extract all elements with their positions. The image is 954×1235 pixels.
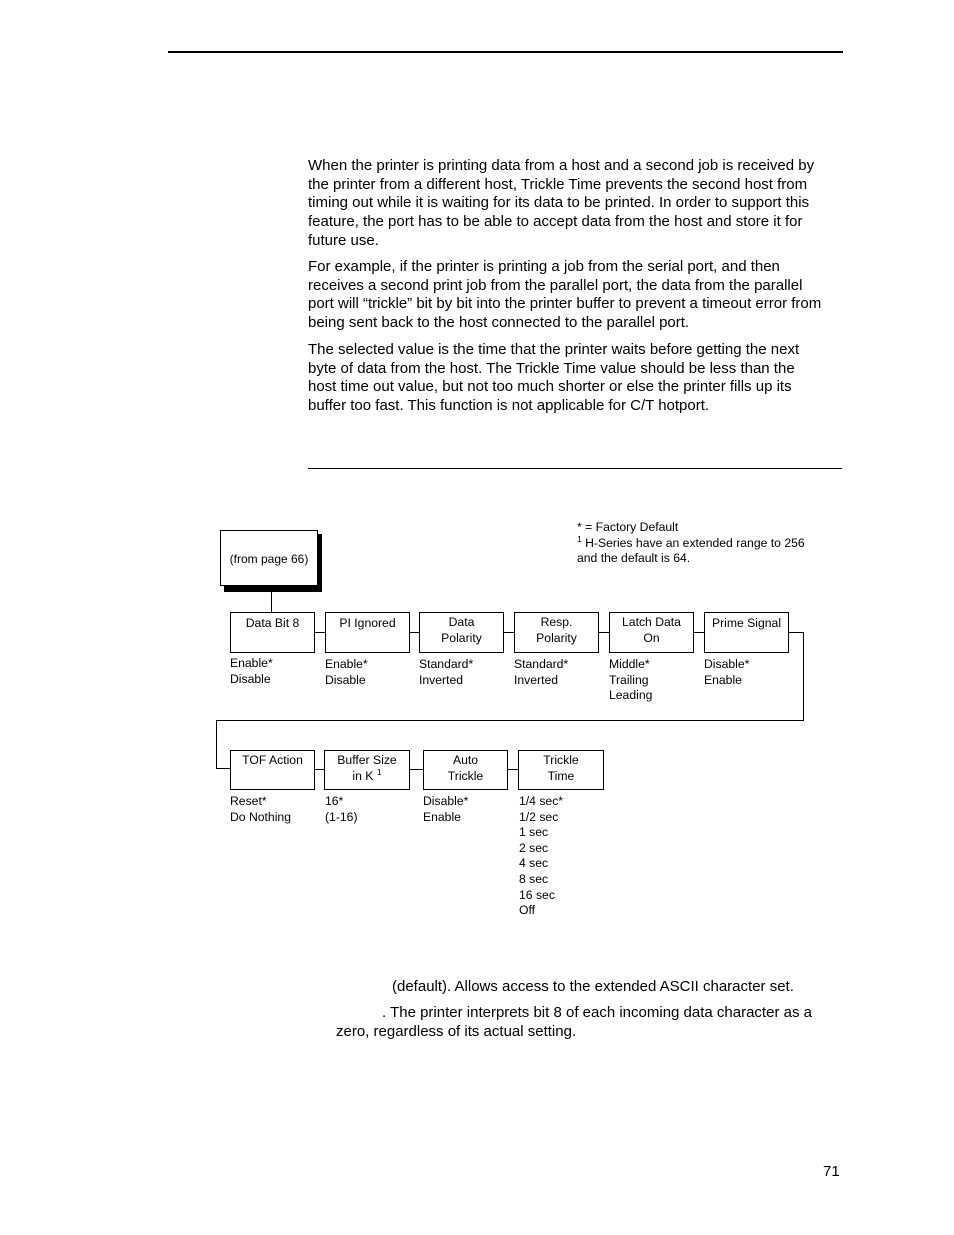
- text-line: future use.: [308, 231, 379, 249]
- options-data-polarity: [419, 657, 473, 688]
- option-value: Reset*: [230, 794, 267, 808]
- option-value: Trailing: [609, 672, 649, 687]
- option-value: Disable*: [423, 794, 469, 808]
- options-latch-data-on: [609, 657, 652, 704]
- text-line: When the printer is printing data from a host and a second job is received by: [308, 157, 815, 174]
- legend-footnote: [577, 533, 805, 552]
- option-value: 1/2 sec: [519, 809, 559, 824]
- option-value: Standard*: [419, 657, 474, 671]
- connector-line: [409, 769, 423, 770]
- menu-box-prime-signal: [704, 612, 789, 653]
- option-value: Do Nothing: [230, 809, 291, 824]
- menu-box-label: TOF Action: [242, 753, 303, 767]
- text-line: feature, the port has to be able to accept data from the host and store it for: [308, 213, 803, 231]
- menu-box-label: Auto: [452, 753, 479, 767]
- option-value: Standard*: [514, 657, 569, 671]
- from-page-box: [220, 530, 318, 586]
- connector-line: [788, 632, 804, 633]
- section-rule: [308, 468, 842, 469]
- options-trickle-time: [519, 794, 563, 919]
- page-number: 71: [823, 1163, 840, 1180]
- options-data-bit-8: [230, 656, 273, 687]
- menu-box-data-polarity: [419, 612, 504, 653]
- menu-box-label: Buffer Size: [337, 753, 397, 767]
- text-line: timing out while it is waiting for its data to be printed. In order to support this: [308, 194, 810, 212]
- connector-line: [216, 720, 804, 721]
- menu-box-label: Polarity: [441, 630, 482, 645]
- connector-line: [409, 632, 419, 633]
- option-value: Leading: [609, 688, 653, 703]
- option-value: 16*: [325, 794, 344, 808]
- menu-box-pi-ignored: [325, 612, 410, 653]
- enable-description: (default). Allows access to the extended ASCII character set.: [392, 978, 794, 995]
- footnote-mark: 1: [577, 533, 582, 544]
- paragraph-trickle-intro: [308, 157, 848, 251]
- menu-box-tof-action: [230, 750, 315, 790]
- connector-line: [216, 768, 230, 769]
- paragraph-trickle-example: [308, 258, 848, 333]
- legend-default-note: * = Factory Default: [577, 520, 679, 534]
- option-value: Disable*: [704, 657, 750, 671]
- text-line: For example, if the printer is printing a job from the serial port, and then: [308, 258, 780, 275]
- text-line: the printer from a different host, Trickle Time prevents the second host from: [308, 175, 808, 193]
- connector-line: [504, 632, 514, 633]
- text-line: receives a second print job from the parallel port, the data from the parallel: [308, 276, 803, 294]
- option-value: (1-16): [325, 809, 358, 824]
- option-value: Disable: [230, 671, 271, 686]
- header-rule: [168, 51, 843, 53]
- menu-box-label: Trickle: [543, 753, 579, 767]
- menu-box-latch-data-on: [609, 612, 694, 653]
- options-pi-ignored: [325, 657, 368, 688]
- menu-box-resp-polarity: [514, 612, 599, 653]
- options-auto-trickle: [423, 794, 468, 825]
- menu-box-trickle-time: [518, 750, 604, 790]
- options-resp-polarity: [514, 657, 568, 688]
- connector-line: [314, 632, 325, 633]
- menu-box-label: PI Ignored: [339, 616, 396, 630]
- legend-footnote-cont: and the default is 64.: [577, 551, 691, 565]
- option-value: 1/4 sec*: [519, 794, 564, 808]
- legend-footnote-text: H-Series have an extended range to 256: [585, 535, 805, 550]
- menu-box-label: Resp.: [540, 615, 573, 629]
- disable-description: . The printer interprets bit 8 of each incoming data character as a: [382, 1004, 812, 1021]
- options-tof-action: [230, 794, 291, 825]
- connector-line: [314, 769, 324, 770]
- text-line: port will “trickle” bit by bit into the printer buffer to prevent a timeout error from: [308, 295, 822, 313]
- option-value: Enable: [704, 672, 742, 687]
- text-line: host time out value, but not too much shorter or else the printer fills up its: [308, 378, 792, 396]
- option-value: 2 sec: [519, 840, 549, 855]
- footnote-mark: 1: [376, 766, 382, 777]
- connector-line: [599, 632, 609, 633]
- option-value: Middle*: [609, 657, 650, 671]
- menu-box-label: Data Bit 8: [245, 616, 300, 630]
- menu-box-data-bit-8: [230, 612, 315, 653]
- option-value: Disable: [325, 672, 366, 687]
- menu-box-label: On: [643, 630, 660, 645]
- option-value: Enable*: [325, 657, 368, 671]
- option-value: 4 sec: [519, 856, 549, 871]
- diagram-legend: [577, 520, 805, 567]
- option-value: 1 sec: [519, 825, 549, 840]
- menu-box-label: Trickle: [447, 768, 484, 783]
- option-value: 16 sec: [519, 887, 555, 902]
- from-page-label: (from page 66): [229, 552, 309, 566]
- menu-box-label: in K: [352, 768, 374, 783]
- option-value: Enable: [423, 809, 461, 824]
- menu-box-label: Prime Signal: [711, 616, 782, 630]
- option-value: Off: [519, 903, 536, 918]
- option-value: Inverted: [419, 672, 464, 687]
- option-value: Inverted: [514, 672, 559, 687]
- connector-line: [271, 592, 272, 612]
- menu-box-label: Polarity: [536, 630, 577, 645]
- connector-line: [216, 720, 217, 769]
- connector-line: [694, 632, 704, 633]
- text-line: byte of data from the host. The Trickle Time value should be less than the: [308, 359, 795, 377]
- text-line: buffer too fast. This function is not applicable for C/T hotport.: [308, 397, 710, 415]
- text-line: being sent back to the host connected to the parallel port.: [308, 314, 690, 332]
- menu-box-label-with-footnote: [325, 766, 409, 785]
- paragraph-trickle-value: [308, 341, 848, 416]
- text-line: The selected value is the time that the printer waits before getting the next: [308, 341, 800, 358]
- option-value: Enable*: [230, 656, 273, 670]
- options-prime-signal: [704, 657, 749, 688]
- menu-box-label: Data: [448, 615, 475, 629]
- menu-box-label: Time: [547, 768, 575, 783]
- menu-box-auto-trickle: [423, 750, 508, 790]
- options-buffer-size: [325, 794, 358, 825]
- disable-description-cont: zero, regardless of its actual setting.: [336, 1023, 577, 1040]
- option-value: 8 sec: [519, 871, 549, 886]
- menu-box-label: Latch Data: [622, 615, 681, 629]
- menu-box-buffer-size: [324, 750, 410, 790]
- connector-line: [803, 632, 804, 721]
